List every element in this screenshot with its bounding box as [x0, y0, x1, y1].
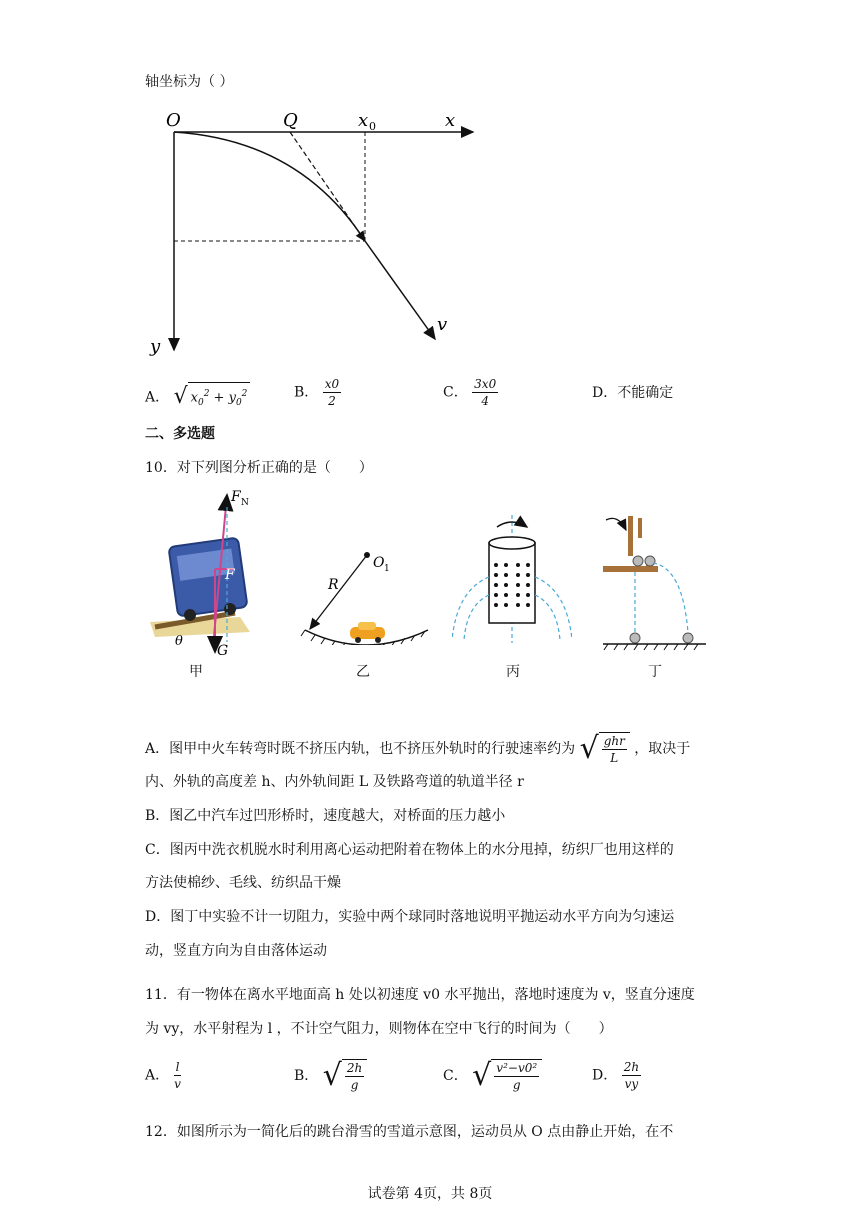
- caption-yi: 乙: [356, 664, 370, 680]
- tangent-dashed: [290, 132, 365, 241]
- label-x0-sub: 0: [369, 120, 376, 133]
- label-theta: θ: [175, 634, 183, 649]
- label-o: O: [166, 110, 181, 131]
- caption-ding: 丁: [648, 664, 662, 680]
- q9-stem-tail: 轴坐标为（ ）: [145, 74, 234, 90]
- label-o1: O: [373, 555, 385, 571]
- label-f: F: [225, 567, 235, 583]
- label-fn-sub: N: [241, 498, 249, 508]
- q12-stem: 12．如图所示为一简化后的跳台滑雪的雪道示意图，运动员从 O 点由静止开始，在不: [145, 1124, 674, 1140]
- q10-option-b: B．图乙中汽车过凹形桥时，速度越大，对桥面的压力越小: [145, 808, 506, 824]
- q10-option-d-line1: D．图丁中实验不计一切阻力，实验中两个球同时落地说明平抛运动水平方向为匀速运: [145, 909, 675, 925]
- caption-bing: 丙: [506, 664, 520, 680]
- q11-stem-line1: 11．有一物体在离水平地面高 h 处以初速度 v0 水平抛出，落地时速度为 v，竖直分速度: [145, 987, 695, 1003]
- q10-option-a-line1: A．图甲中火车转弯时既不挤压内轨，也不挤压外轨时的行驶速率约为 √ $\frac{\text{ghr}}{L}$ ，取决于: [145, 731, 691, 766]
- q10-option-c-line2: 方法使棉纱、毛线、纺织品干燥: [145, 875, 341, 891]
- q9-option-d: D．不能确定: [592, 385, 674, 401]
- q9-option-b: B． $\frac{x0}{2}$: [294, 377, 340, 408]
- label-v: v: [437, 314, 448, 335]
- trajectory-curve: [174, 132, 365, 241]
- label-o1-sub: 1: [384, 564, 390, 574]
- figure-jia-train: [145, 487, 255, 657]
- q9-option-c: C． $\frac{3x0}{4}$: [443, 377, 497, 408]
- q11-stem-line2: 为 vy，水平射程为 l ，不计空气阻力，则物体在空中飞行的时间为（ ）: [145, 1021, 613, 1037]
- page-footer: 试卷第 4页，共 8页: [367, 1186, 493, 1202]
- q10-option-c-line1: C．图丙中洗衣机脱水时利用离心运动把附着在物体上的水分甩掉，纺织厂也用这样的: [145, 842, 674, 858]
- figure-yi-bridge: [300, 545, 435, 645]
- section-title: 二、多选题: [145, 426, 215, 442]
- label-fn: F: [231, 489, 241, 505]
- label-x0: x: [358, 110, 369, 131]
- q9-option-a: A． √ $x_0^2 + y_0^2$: [145, 382, 250, 413]
- label-x: x: [445, 110, 456, 131]
- label-r: R: [328, 577, 339, 593]
- q10-option-a-line2: 内、外轨的高度差 h、内外轨间距 L 及铁路弯道的轨道半径 r: [145, 774, 524, 790]
- q11-option-d: D． $\frac{2h}{vy}$: [592, 1060, 640, 1091]
- label-g: G: [217, 643, 229, 657]
- figure-ding-experiment: [598, 508, 708, 653]
- q11-option-a: A． $\frac{l}{v}$: [145, 1060, 181, 1091]
- label-y: y: [150, 336, 161, 357]
- label-q: Q: [283, 110, 298, 131]
- q11-option-c: C． √ $\frac{\text{v²−v0²}}{g}$: [443, 1059, 542, 1093]
- caption-jia: 甲: [189, 664, 203, 680]
- q11-option-b: B． √ $\frac{2h}{g}$: [294, 1059, 367, 1093]
- q9-trajectory-figure: [140, 100, 490, 360]
- q10-option-d-line2: 动，竖直方向为自由落体运动: [145, 943, 327, 959]
- figure-bing-dryer: [452, 515, 572, 645]
- velocity-arrow: [365, 241, 435, 339]
- q10-stem: 10．对下列图分析正确的是（ ）: [145, 460, 373, 476]
